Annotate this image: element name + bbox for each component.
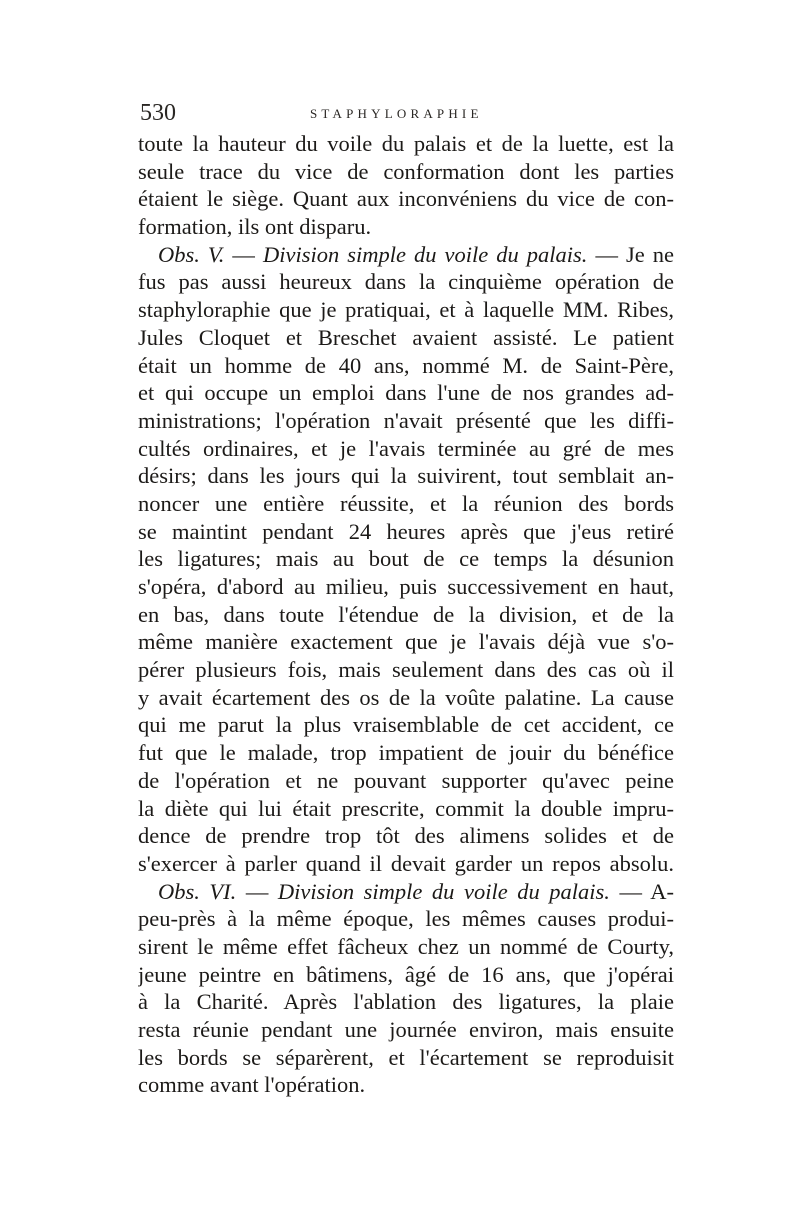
observation-text: — A- [609,878,674,904]
text-line: désirs; dans les jours qui la suivirent, tout semblait an- [138,463,674,489]
observation-heading-v [138,241,674,269]
text-line: y avait écartement des os de la voûte palatine. La cause [138,684,674,710]
text-line: à la Charité. Après l'ablation des ligatures, la plaie [138,989,674,1015]
observation-text: — Je ne [587,241,674,267]
text-line: seule trace du vice de conformation dont les parties [138,158,674,184]
dash: — [236,878,278,904]
text-line: Jules Cloquet et Breschet avaient assisté. Le patient [138,324,674,350]
text-line: cultés ordinaires, et je l'avais terminée au gré de mes [138,435,674,461]
text-line: comme avant l'opération. [138,1072,366,1098]
observation-label: Obs. VI. [158,878,237,904]
text-line: fus pas aussi heureux dans la cinquième opération de [138,269,674,295]
page-number: 530 [140,100,176,126]
page-header [140,98,675,128]
text-line: sirent le même effet fâcheux chez un nommé de Courty, [138,933,674,959]
text-line: fut que le malade, trop impatient de jouir du bénéfice [138,740,674,766]
text-line: se maintint pendant 24 heures après que j'eus retiré [138,518,674,544]
observation-title: Division simple du voile du palais. [262,241,588,267]
text-line: noncer une entière réussite, et la réunion des bords [138,490,674,516]
running-head: STAPHYLORAPHIE [310,106,483,121]
text-line: étaient le siège. Quant aux inconvéniens du vice de con- [138,186,674,212]
text-line: la diète qui lui était prescrite, commit la double impru- [138,795,674,821]
observation-title: Division simple du voile du palais. [277,878,610,904]
text-line: même manière exactement que je l'avais déjà vue s'o- [138,629,674,655]
observation-heading-vi [138,878,674,906]
text-line: toute la hauteur du voile du palais et de la luette, est la [138,131,674,156]
text-line: était un homme de 40 ans, nommé M. de Saint-Père, [138,352,674,378]
text-line: les bords se séparèrent, et l'écartement se reproduisit [138,1044,674,1070]
body-text [138,130,674,1099]
text-line: s'exercer à parler quand il devait garder un repos absolu. [138,850,674,876]
text-line: formation, ils ont disparu. [138,214,372,240]
text-line: en bas, dans toute l'étendue de la division, et de la [138,601,674,627]
text-line: dence de prendre trop tôt des alimens solides et de [138,823,674,849]
text-line: qui me parut la plus vraisemblable de cet accident, ce [138,712,674,738]
text-line: les ligatures; mais au bout de ce temps la désunion [138,546,674,572]
observation-label: Obs. V. [158,241,225,267]
dash: — [224,241,263,267]
text-line: de l'opération et ne pouvant supporter qu'avec peine [138,767,674,793]
text-line: resta réunie pendant une journée environ, mais ensuite [138,1017,674,1042]
text-line: jeune peintre en bâtimens, âgé de 16 ans, que j'opérai [138,961,674,987]
text-line: et qui occupe un emploi dans l'une de nos grandes ad- [138,380,674,406]
text-line: pérer plusieurs fois, mais seulement dans des cas où il [138,657,674,683]
text-line: peu-près à la même époque, les mêmes causes produi- [138,906,674,932]
text-line: ministrations; l'opération n'avait présenté que les diffi- [138,407,674,433]
text-line: staphyloraphie que je pratiquai, et à laquelle MM. Ribes, [138,297,674,323]
text-line: s'opéra, d'abord au milieu, puis successivement en haut, [138,574,674,599]
